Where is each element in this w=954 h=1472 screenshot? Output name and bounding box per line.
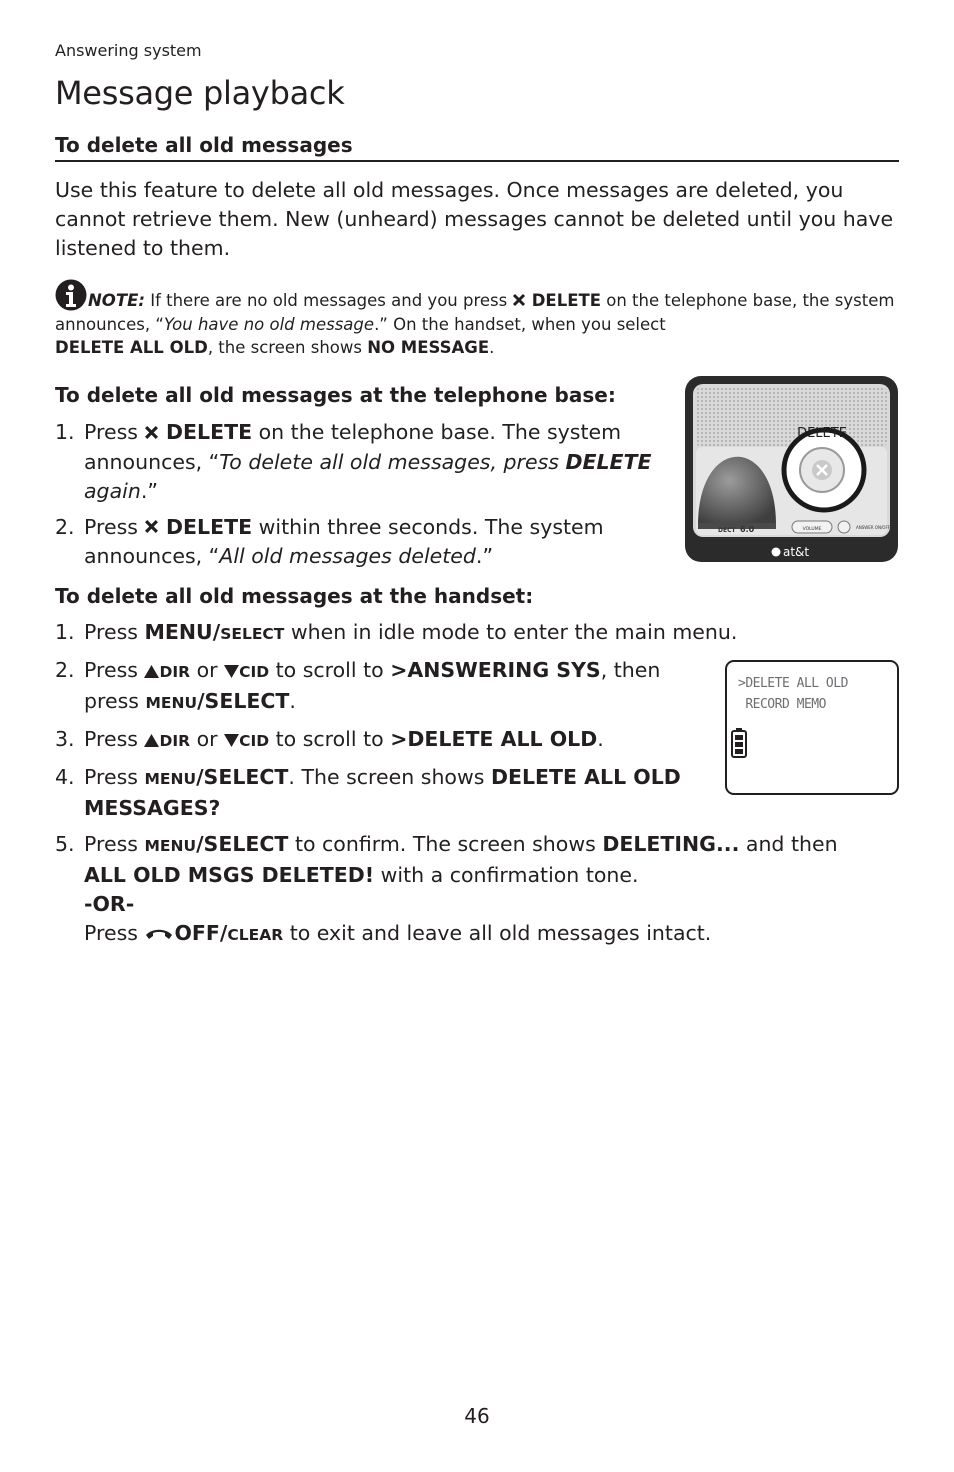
step-text: or xyxy=(190,727,225,751)
cid-key: CID xyxy=(239,663,270,681)
info-icon xyxy=(55,279,87,311)
step-text: Press xyxy=(84,765,145,789)
page-title: Message playback xyxy=(55,74,345,112)
dir-key: DIR xyxy=(159,732,191,750)
section-label: Answering system xyxy=(55,41,202,60)
step-text: Press xyxy=(84,921,145,945)
step-text: and then xyxy=(739,832,838,856)
list-item xyxy=(55,513,655,572)
note-text: .” On the handset, when you select xyxy=(374,315,666,334)
select-key: /SELECT xyxy=(196,765,289,789)
select-key: /SELECT xyxy=(196,832,289,856)
screen-line-1: >DELETE ALL OLD xyxy=(738,676,848,691)
dect-number: 6.0 xyxy=(740,525,755,534)
delete-key: DELETE xyxy=(166,420,253,444)
list-item xyxy=(55,656,714,718)
list-item xyxy=(55,618,915,649)
step-number: 3. xyxy=(55,727,75,751)
dect-label: DECT xyxy=(718,527,736,534)
step-text: within three seconds. The system announces, “ xyxy=(84,514,604,568)
base-heading: To delete all old messages at the telephone base: xyxy=(55,383,616,407)
screen-message: ALL OLD MSGS DELETED! xyxy=(84,863,375,887)
select-key: /SELECT xyxy=(197,689,290,713)
step-text: .” xyxy=(140,478,158,503)
list-item xyxy=(55,725,714,756)
note-screen: NO MESSAGE xyxy=(367,338,490,357)
step-text: . The screen shows xyxy=(288,765,491,789)
menu-key: MENU/ xyxy=(144,620,221,644)
up-arrow-icon xyxy=(144,657,159,686)
up-arrow-icon xyxy=(144,726,159,755)
delete-x-icon xyxy=(144,419,159,448)
step-number: 5. xyxy=(55,832,75,856)
cid-key: CID xyxy=(239,732,270,750)
delete-key: DELETE xyxy=(166,514,253,539)
step-number: 4. xyxy=(55,765,75,789)
note-quote: You have no old message xyxy=(163,315,375,334)
step-number: 2. xyxy=(55,658,75,682)
step-text: .” xyxy=(475,544,494,568)
step-number: 1. xyxy=(55,620,75,644)
or-separator: -OR- xyxy=(84,892,135,916)
list-item xyxy=(55,418,655,506)
menu-key: MENU xyxy=(144,837,197,855)
step-text: to exit and leave all old messages intact. xyxy=(283,921,712,945)
brand-logo: at&t xyxy=(783,545,810,559)
note-text: on the telephone base, the system announces, “ xyxy=(55,291,895,334)
step-text: to confirm. The screen shows xyxy=(288,832,603,856)
base-steps xyxy=(55,418,655,578)
step-quote: again xyxy=(84,478,141,503)
battery-icon xyxy=(731,728,747,762)
select-key: SELECT xyxy=(220,625,285,643)
volume-label: VOLUME xyxy=(802,527,822,532)
step-text: to scroll to xyxy=(269,727,391,751)
menu-target: >ANSWERING SYS xyxy=(390,658,601,682)
step-text: Press xyxy=(84,620,145,644)
step-text: to scroll to xyxy=(269,658,391,682)
step-text: . xyxy=(597,727,604,751)
step-text: , then press xyxy=(84,658,661,713)
note xyxy=(55,279,915,359)
down-arrow-icon xyxy=(224,726,239,755)
delete-button-label: DELETE xyxy=(797,426,847,441)
note-label: NOTE: xyxy=(88,291,145,310)
list-item xyxy=(55,830,915,950)
down-arrow-icon xyxy=(224,657,239,686)
list-item xyxy=(55,763,714,823)
phone-off-icon xyxy=(144,920,174,949)
handset-screen-image xyxy=(725,660,899,795)
step-text: on the telephone base. The system announces, “ xyxy=(84,420,622,474)
answer-label: ANSWER ON/OFF xyxy=(856,525,891,530)
screen-message: DELETING... xyxy=(602,832,740,856)
delete-x-icon xyxy=(144,513,159,542)
step-quote: All old messages deleted xyxy=(219,544,476,568)
step-text: or xyxy=(190,658,225,682)
telephone-base-image xyxy=(684,375,899,563)
step-text: Press xyxy=(84,420,145,444)
menu-key: MENU xyxy=(145,694,198,712)
note-option: DELETE ALL OLD xyxy=(55,338,208,357)
note-text: , the screen shows xyxy=(207,338,368,357)
step-number: 1. xyxy=(55,420,75,444)
section-heading: To delete all old messages xyxy=(55,133,899,162)
step-text: Press xyxy=(84,727,145,751)
dir-key: DIR xyxy=(159,663,191,681)
step-text: Press xyxy=(84,658,145,682)
delete-x-icon xyxy=(512,290,526,313)
menu-target: >DELETE ALL OLD xyxy=(390,727,598,751)
step-text: with a confirmation tone. xyxy=(374,863,639,887)
screen-message: DELETE ALL OLD MESSAGES? xyxy=(84,765,681,820)
handset-heading: To delete all old messages at the handset: xyxy=(55,584,534,608)
clear-key: CLEAR xyxy=(227,926,284,944)
step-number: 2. xyxy=(55,514,75,539)
note-delete-key: DELETE xyxy=(531,291,602,310)
intro-paragraph: Use this feature to delete all old messages. Once messages are deleted, you cannot retrieve them. New (unheard) messages cannot be deleted until you have listened to them. xyxy=(55,178,894,260)
screen-line-2: RECORD MEMO xyxy=(738,697,826,712)
step-text: Press xyxy=(84,832,145,856)
page-number: 46 xyxy=(464,1404,490,1428)
note-text: If there are no old messages and you press xyxy=(144,291,513,310)
step-quote-key: DELETE xyxy=(565,449,652,474)
off-key: OFF/ xyxy=(174,921,228,945)
step-text: when in idle mode to enter the main menu. xyxy=(284,620,738,644)
step-text: . xyxy=(289,689,296,713)
note-text: . xyxy=(489,338,495,357)
step-text: Press xyxy=(84,514,145,539)
step-quote: To delete all old messages, press xyxy=(219,449,566,474)
menu-key: MENU xyxy=(144,770,197,788)
